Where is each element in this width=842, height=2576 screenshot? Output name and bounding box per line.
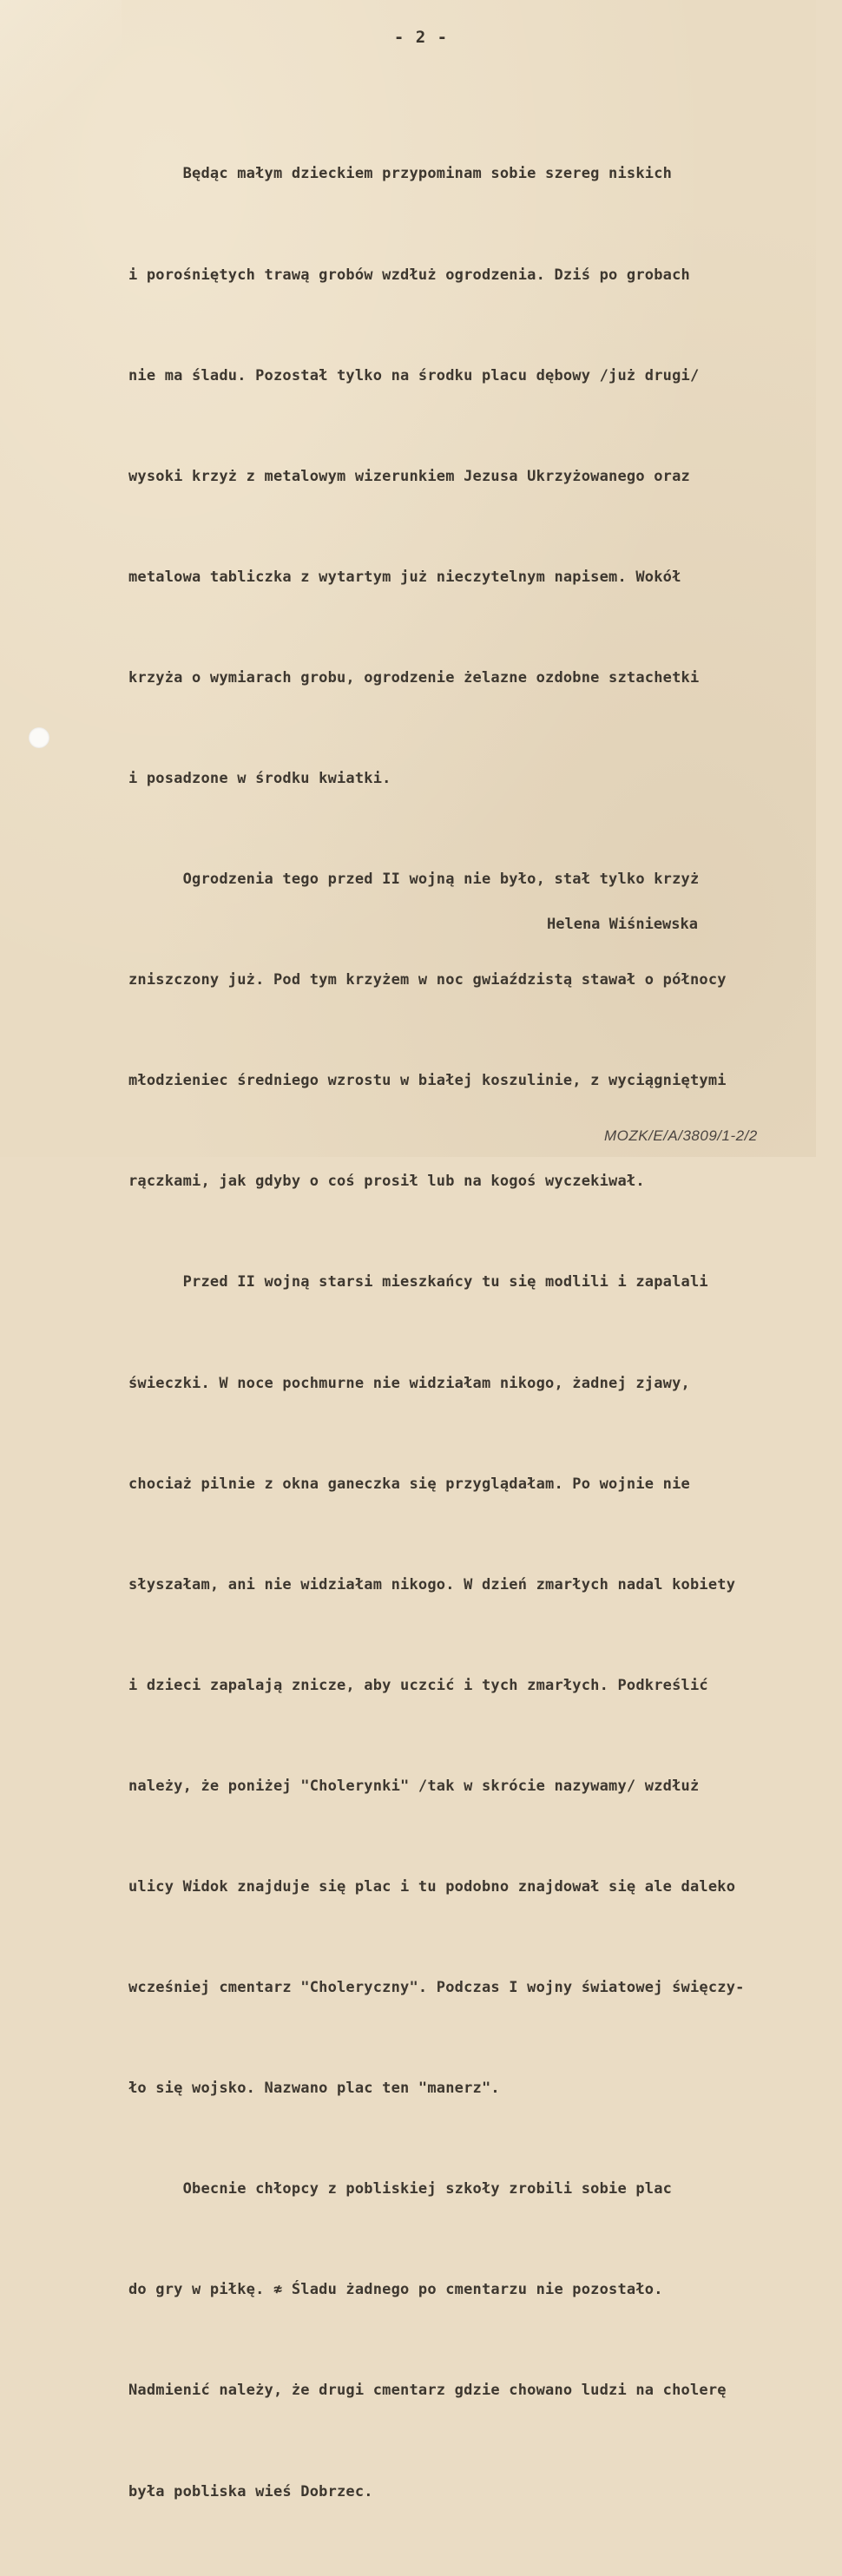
archive-reference: MOZK/E/A/3809/1-2/2 bbox=[604, 1127, 758, 1144]
text-line: nie ma śladu. Pozostał tylko na środku placu dębowy /już drugi/ bbox=[128, 366, 700, 384]
text-line: krzyża o wymiarach grobu, ogrodzenie żelazne ozdobne sztachetki bbox=[128, 668, 700, 687]
signature: Helena Wiśniewska bbox=[547, 916, 698, 933]
text-line: była pobliska wieś Dobrzec. bbox=[128, 2482, 373, 2500]
text-line: Ogrodzenia tego przed II wojną nie było, stał tylko krzyż bbox=[128, 871, 700, 889]
paper-fold-shading bbox=[0, 0, 122, 174]
text-line: i posadzone w środku kwiatki. bbox=[128, 769, 391, 787]
text-line: chociaż pilnie z okna ganeczka się przyglądałam. Po wojnie nie bbox=[128, 1475, 690, 1493]
text-line: Obecnie chłopcy z pobliskiej szkoły zrobili sobie plac bbox=[128, 2180, 673, 2198]
punch-hole bbox=[29, 727, 49, 748]
text-line: wysoki krzyż z metalowym wizerunkiem Jezusa Ukrzyżowanego oraz bbox=[128, 467, 690, 485]
text-line: metalowa tabliczka z wytartym już nieczytelnym napisem. Wokół bbox=[128, 568, 681, 586]
text-line: rączkami, jak gdyby o coś prosił lub na kogoś wyczekiwał. bbox=[128, 1173, 645, 1191]
text-line: i porośniętych trawą grobów wzdłuż ogrodzenia. Dziś po grobach bbox=[128, 266, 690, 284]
text-line: i dzieci zapalają znicze, aby uczcić i tych zmarłych. Podkreślić bbox=[128, 1676, 708, 1694]
text-line: zniszczony już. Pod tym krzyżem w noc gwiaździstą stawał o północy bbox=[128, 971, 727, 989]
page-number: - 2 - bbox=[393, 28, 449, 47]
text-line: Przed II wojną starsi mieszkańcy tu się modlili i zapalali bbox=[128, 1273, 708, 1291]
typewritten-body bbox=[128, 90, 814, 2576]
text-line: słyszałam, ani nie widziałam nikogo. W dzień zmarłych nadal kobiety bbox=[128, 1575, 736, 1594]
text-line: świeczki. W noce pochmurne nie widziałam nikogo, żadnej zjawy, bbox=[128, 1374, 690, 1392]
text-line: ulicy Widok znajduje się plac i tu podobno znajdował się ale daleko bbox=[128, 1878, 736, 1896]
text-line: ło się wojsko. Nazwano plac ten "manerz". bbox=[128, 2080, 500, 2098]
text-line: należy, że poniżej "Cholerynki" /tak w skrócie nazywamy/ wzdłuż bbox=[128, 1777, 700, 1795]
text-line: wcześniej cmentarz "Choleryczny". Podczas I wojny światowej święczy- bbox=[128, 1979, 745, 1997]
text-line: do gry w piłkę. ≉ Śladu żadnego po cmentarzu nie pozostało. bbox=[128, 2281, 663, 2299]
text-line: młodzieniec średniego wzrostu w białej koszulinie, z wyciągniętymi bbox=[128, 1072, 727, 1090]
text-line: Nadmienić należy, że drugi cmentarz gdzie chowano ludzi na cholerę bbox=[128, 2382, 727, 2400]
text-line: Będąc małym dzieckiem przypominam sobie szereg niskich bbox=[128, 165, 673, 183]
